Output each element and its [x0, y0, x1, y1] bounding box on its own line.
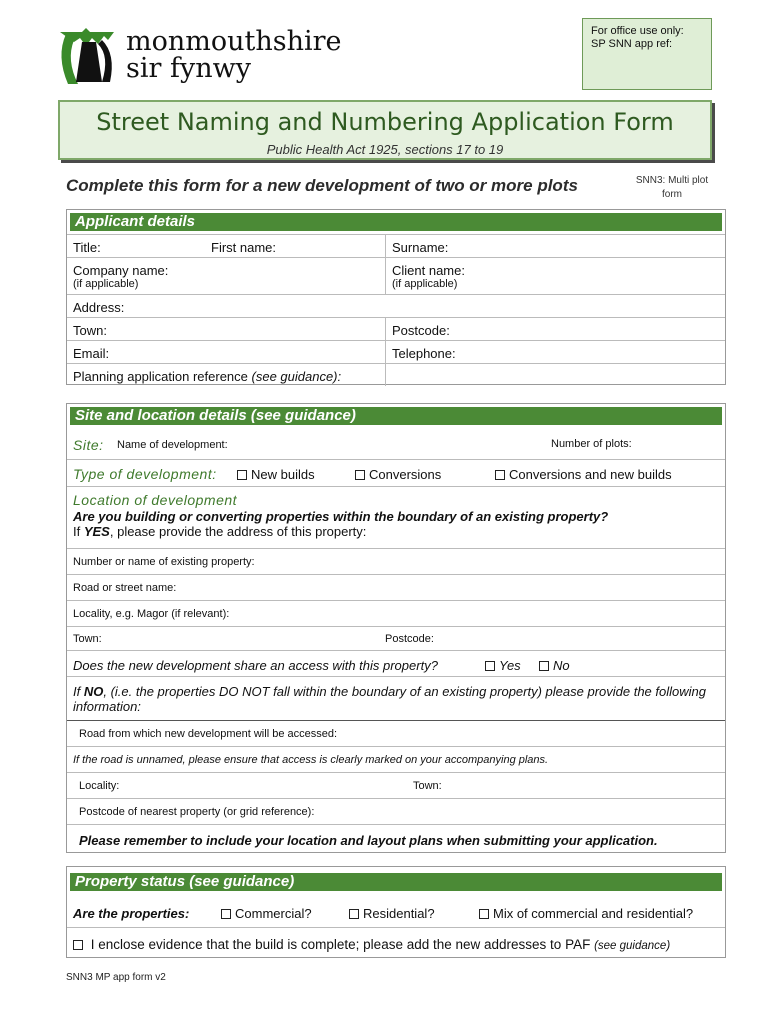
logo-line-1: monmouthshire	[126, 26, 342, 57]
access-no-checkbox[interactable]	[539, 661, 549, 671]
site-label: Site:	[73, 437, 104, 453]
company-name-label: Company name:	[73, 263, 169, 278]
site-town-row[interactable]	[67, 626, 725, 650]
site-heading: Site and location details (see guidance)	[70, 407, 722, 425]
residential-text: Residential?	[363, 906, 435, 921]
unnamed-note: If the road is unnamed, please ensure that access is clearly marked on your accompanying plans.	[73, 754, 549, 766]
if-no-rest: , (i.e. the properties DO NOT fall within the boundary of an existing property) please provide the following information:	[73, 684, 706, 714]
town-label: Town:	[73, 323, 107, 338]
conversions-text: Conversions	[369, 467, 442, 482]
unnamed-row	[67, 746, 725, 772]
locality2-row[interactable]	[67, 772, 725, 798]
logo-line-2: sir fynwy	[126, 53, 251, 84]
if-no-text	[73, 684, 721, 714]
if-yes-prefix: If	[73, 524, 84, 539]
if-no-prefix: If	[73, 684, 84, 699]
nearest-label: Postcode of nearest property (or grid reference):	[79, 806, 315, 818]
mix-text: Mix of commercial and residential?	[493, 906, 694, 921]
commercial-text: Commercial?	[235, 906, 312, 921]
if-yes-bold: YES	[83, 524, 110, 539]
conversions-option[interactable]	[355, 467, 441, 482]
property-type-row	[67, 897, 725, 927]
contact-row[interactable]	[67, 340, 725, 363]
headline: Complete this form for a new development of two or more plots	[66, 176, 578, 195]
reminder-row	[67, 824, 725, 854]
site-row[interactable]	[67, 430, 725, 459]
road-access-label: Road from which new development will be accessed:	[79, 728, 338, 740]
form-title: Street Naming and Numbering Application Form	[96, 108, 674, 136]
applicant-section	[66, 209, 726, 385]
access-row	[67, 650, 725, 676]
road-row[interactable]	[67, 574, 725, 600]
access-no-text: No	[553, 658, 570, 673]
nearest-row[interactable]	[67, 798, 725, 824]
type-label: Type of development:	[73, 466, 217, 482]
dragon-emblem-icon	[52, 26, 122, 88]
location-row	[67, 486, 725, 548]
residential-option[interactable]	[349, 906, 435, 921]
form-subtitle: Public Health Act 1925, sections 17 to 19	[266, 142, 504, 157]
conversions-checkbox[interactable]	[355, 470, 365, 480]
road-label: Road or street name:	[73, 582, 177, 594]
new-builds-checkbox[interactable]	[237, 470, 247, 480]
new-builds-text: New builds	[251, 467, 315, 482]
conv-new-option[interactable]	[495, 467, 672, 482]
property-heading: Property status (see guidance)	[70, 873, 722, 891]
existing-name-label: Number or name of existing property:	[73, 556, 255, 568]
evidence-text: I enclose evidence that the build is complete; please add the new addresses to PAF	[90, 937, 595, 952]
dev-name-label: Name of development:	[117, 439, 228, 451]
if-no-bold: NO	[83, 684, 104, 699]
are-properties-label: Are the properties:	[73, 906, 190, 921]
residential-checkbox[interactable]	[349, 909, 359, 919]
if-no-row	[67, 676, 725, 720]
property-section	[66, 866, 726, 958]
if-yes-text	[73, 524, 366, 539]
location-heading: Location of development	[73, 492, 238, 508]
first-name-label: First name:	[211, 240, 277, 255]
name-row[interactable]	[67, 234, 725, 257]
planning-ref-label	[73, 369, 341, 384]
commercial-option[interactable]	[221, 906, 312, 921]
access-yes-text: Yes	[499, 658, 521, 673]
title-field-label: Title:	[73, 240, 101, 255]
planning-ref-text: Planning application reference	[73, 369, 252, 384]
type-row	[67, 459, 725, 486]
postcode-label: Postcode:	[392, 323, 450, 338]
company-note: (if applicable)	[73, 278, 139, 290]
plots-label: Number of plots:	[551, 438, 632, 450]
locality-label: Locality, e.g. Magor (if relevant):	[73, 608, 230, 620]
address-label: Address:	[73, 300, 125, 315]
client-note: (if applicable)	[392, 278, 458, 290]
mix-checkbox[interactable]	[479, 909, 489, 919]
if-yes-rest: , please provide the address of this property:	[109, 524, 367, 539]
title-box	[58, 100, 712, 160]
access-no-option[interactable]	[539, 658, 570, 673]
access-yes-checkbox[interactable]	[485, 661, 495, 671]
access-yes-option[interactable]	[485, 658, 521, 673]
conv-new-text: Conversions and new builds	[509, 467, 672, 482]
company-row[interactable]	[67, 257, 725, 294]
planning-row[interactable]	[67, 363, 725, 386]
site-town-label: Town:	[73, 633, 102, 645]
town-row[interactable]	[67, 317, 725, 340]
surname-label: Surname:	[392, 240, 449, 255]
mix-option[interactable]	[479, 906, 693, 921]
office-ref-label: SP SNN app ref:	[591, 38, 673, 50]
council-name	[126, 28, 342, 82]
evidence-option[interactable]	[73, 937, 670, 952]
existing-name-row[interactable]	[67, 548, 725, 574]
evidence-row	[67, 927, 725, 959]
town2-label: Town:	[413, 780, 442, 792]
email-label: Email:	[73, 346, 110, 361]
site-postcode-label: Postcode:	[385, 633, 434, 645]
address-row[interactable]	[67, 294, 725, 317]
client-name-label: Client name:	[392, 263, 465, 278]
conv-new-checkbox[interactable]	[495, 470, 505, 480]
planning-ref-note: (see guidance):	[251, 369, 342, 384]
road-access-row[interactable]	[67, 720, 725, 746]
commercial-checkbox[interactable]	[221, 909, 231, 919]
evidence-note: (see guidance)	[594, 940, 671, 952]
reminder-text: Please remember to include your location and layout plans when submitting your application.	[79, 833, 658, 848]
form-code: SNN3: Multi plot form	[635, 175, 709, 200]
locality-row[interactable]	[67, 600, 725, 626]
site-section	[66, 403, 726, 853]
applicant-heading: Applicant details	[70, 213, 722, 231]
footer-version: SNN3 MP app form v2	[66, 972, 166, 983]
evidence-checkbox[interactable]	[73, 940, 83, 950]
existing-question: Are you building or converting properties within the boundary of an existing property?	[73, 509, 609, 524]
office-use-label: For office use only:	[591, 25, 684, 37]
new-builds-option[interactable]	[237, 467, 315, 482]
telephone-label: Telephone:	[392, 346, 456, 361]
access-question: Does the new development share an access with this property?	[73, 658, 438, 673]
locality2-label: Locality:	[79, 780, 120, 792]
office-use-box	[582, 18, 712, 90]
